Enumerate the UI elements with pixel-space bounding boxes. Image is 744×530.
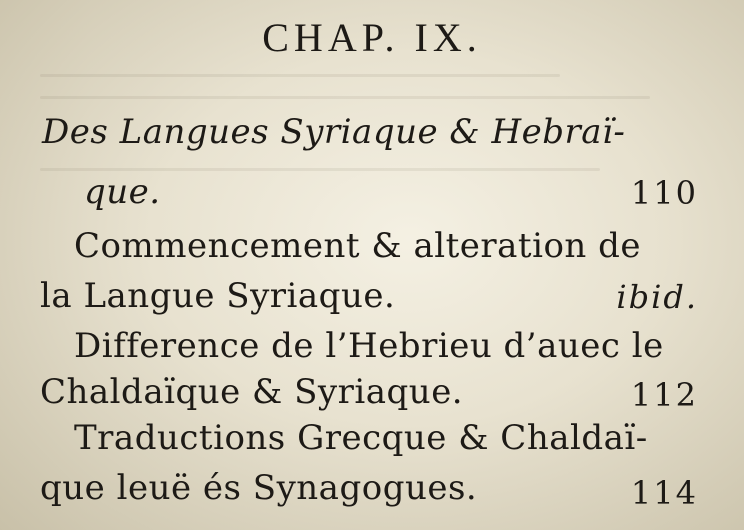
- entry-4-page-number: 114: [630, 474, 698, 512]
- entry-2-line-1: Commencement & alteration de: [74, 226, 641, 266]
- entry-1-page-number: 110: [630, 174, 698, 212]
- bleed-through-mark: [40, 74, 560, 77]
- entry-2-line-2: la Langue Syriaque.: [40, 276, 396, 316]
- entry-1-line-1: Des Langues Syriaque & Hebraï-: [42, 112, 626, 152]
- entry-3-line-1: Difference de l’Hebrieu d’auec le: [74, 326, 664, 366]
- entry-4-line-2: que leuë és Synagogues.: [40, 468, 478, 508]
- entry-3-line-2: Chaldaïque & Syriaque.: [40, 372, 464, 412]
- bleed-through-mark: [40, 168, 600, 171]
- entry-4-line-1: Traductions Grecque & Chaldaï-: [74, 418, 648, 458]
- entry-3-page-number: 112: [630, 376, 698, 414]
- entry-2-page-number: ibid.: [616, 278, 698, 316]
- bleed-through-mark: [40, 96, 650, 99]
- chapter-heading: CHAP. IX.: [262, 15, 482, 60]
- entry-1-line-2: que.: [84, 172, 161, 212]
